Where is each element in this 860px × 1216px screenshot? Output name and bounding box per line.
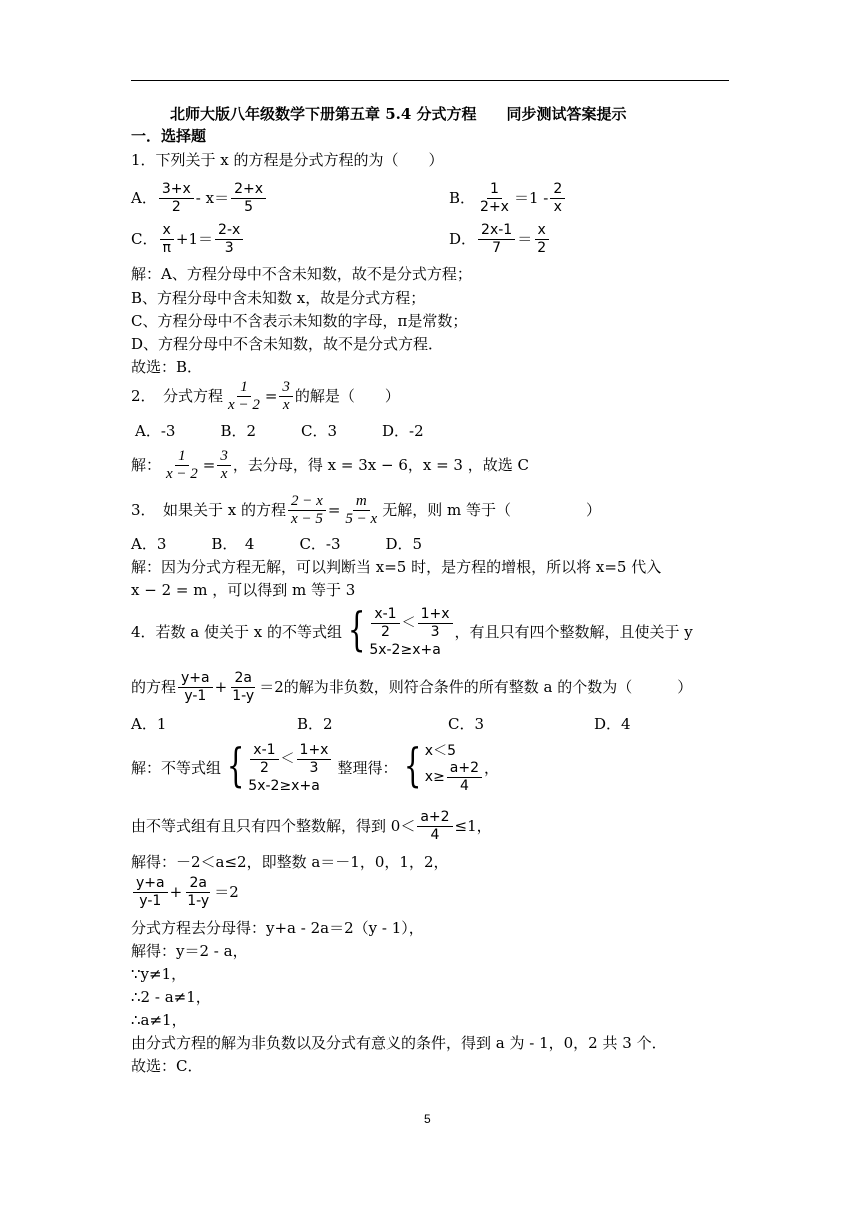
q4-solution-line: 解得：y＝2 - a， [131, 942, 248, 960]
q3-solution-line: 解：因为分式方程无解，可以判断当 x=5 时，是方程的增根，所以将 x=5 代入 [131, 558, 662, 576]
q1-option-d: D． $\frac{2x-1}{7}$ ＝ $\frac{x}{2}$ [449, 219, 551, 259]
page-title: 北师大版八年级数学下册第五章 5.4 分式方程 同步测试答案提示 [170, 105, 627, 123]
q1-answer: 故选：B． [131, 358, 203, 376]
inequality-system: { $\frac{x-1}{2}$ ＜ $\frac{1+x}{3}$ 5x-2≥x+a [221, 742, 333, 795]
q4-answer: 故选：C． [131, 1057, 203, 1075]
q4-solution-equation: $\frac{y+a}{y-1}$ + $\frac{2a}{1-y}$ ＝2 [131, 872, 239, 912]
fraction: $\frac{2a}{1-y}$ [187, 874, 210, 909]
inequality-system: { $\frac{x-1}{2}$ ＜ $\frac{1+x}{3}$ 5x-2≥x+a [342, 606, 454, 659]
fraction: $\frac{2 - x}{x - 5}$ [288, 493, 326, 528]
q2-options: A．-3 B．2 C．3 D．-2 [135, 422, 424, 440]
section-heading: 一．选择题 [131, 127, 207, 145]
q4-option-a: A．1 [131, 715, 167, 733]
q3-options: A．3 B． 4 C．-3 D．5 [131, 535, 423, 553]
fraction: $\frac{3}{x}$ [279, 379, 293, 414]
fraction: $\frac{2+x}{5}$ [231, 181, 266, 216]
q4-solution-line: 解得：－2＜a≤2，即整数 a＝－1，0，1，2， [131, 853, 449, 871]
brace-icon: { [226, 737, 245, 792]
q4-stem: 4．若数 a 使关于 x 的不等式组 { $\frac{x-1}{2}$ ＜ $\frac{1+x}{3}$ 5x-2≥x+a ，有且只有四个整数解，且使关于 y [131, 601, 693, 658]
page-number: 5 [424, 1112, 431, 1126]
q4-option-b: B．2 [297, 715, 333, 733]
q1-option-c: C． $\frac{x}{\pi}$ +1＝ $\frac{2-x}{3}$ [131, 219, 245, 259]
fraction: $\frac{x}{2}$ [534, 222, 549, 257]
q1-solution-line: 解：A、方程分母中不含未知数，故不是分式方程； [131, 265, 472, 283]
fraction: $\frac{1}{2+x}$ [480, 180, 509, 215]
fraction: $\frac{y+a}{y-1}$ [178, 670, 213, 705]
fraction: $\frac{2x-1}{7}$ [478, 222, 515, 257]
fraction: $\frac{2-x}{3}$ [215, 222, 243, 257]
q4-solution-line: 由不等式组有且只有四个整数解，得到 0＜ $\frac{a+2}{4}$ ≤1， [131, 808, 492, 843]
q4-option-d: D．4 [594, 715, 631, 733]
q3-stem: 3． 如果关于 x 的方程 $\frac{2 - x}{x - 5}$ = $\frac{m}{5 - x}$ 无解，则 m 等于（ ） [131, 492, 601, 527]
q2-stem: 2． 分式方程 $\frac{1}{x - 2}$ = $\frac{3}{x}$ 的解是（ ） [131, 378, 400, 413]
fraction: $\frac{m}{5 - x}$ [345, 492, 378, 527]
fraction: $\frac{x}{\pi}$ [159, 222, 173, 257]
fraction: $\frac{1}{x - 2}$ [166, 447, 198, 482]
q4-solution-line: 由分式方程的解为非负数以及分式有意义的条件，得到 a 为 - 1，0，2 共 3 个． [131, 1034, 667, 1052]
fraction: $\frac{1}{x - 2}$ [228, 378, 260, 413]
q1-option-a: A． $\frac{3+x}{2}$ - x＝ $\frac{2+x}{5}$ [131, 178, 268, 218]
fraction: $\frac{3}{x}$ [217, 448, 231, 483]
fraction: $\frac{2}{x}$ [550, 181, 565, 216]
q4-stem-cont: 的方程 $\frac{y+a}{y-1}$ + $\frac{2a}{1-y}$ ＝2 的解为非负数，则符合条件的所有整数 a 的个数为（ ） [131, 669, 693, 704]
q1-option-b: B． $\frac{1}{2+x}$ ＝1 - $\frac{2}{x}$ [449, 178, 567, 218]
brace-icon: { [347, 601, 366, 656]
fraction: $\frac{3+x}{2}$ [159, 181, 194, 216]
q4-option-c: C．3 [448, 715, 485, 733]
q4-solution-line: ∵y≠1， [131, 965, 187, 983]
fraction: $\frac{y+a}{y-1}$ [133, 875, 168, 910]
q1-stem: 1．下列关于 x 的方程是分式方程的为（ ） [131, 151, 444, 169]
q4-solution-line: 分式方程去分母得：y+a - 2a＝2（y - 1）， [131, 919, 424, 937]
fraction: $\frac{2a}{1-y}$ [232, 669, 255, 704]
result-system: { x＜5 x≥ $\frac{a+2}{4}$ [398, 742, 485, 795]
q4-solution-system: 解：不等式组 { $\frac{x-1}{2}$ ＜ $\frac{1+x}{3}$ 5x-2≥x+a 整理得： { x＜5 x≥ $\frac{a+2}{4}$ ， [131, 737, 500, 794]
q1-solution-line: B、方程分母中含未知数 x，故是分式方程； [131, 289, 426, 307]
q3-solution-line: x − 2 = m ，可以得到 m 等于 3 [131, 581, 356, 599]
q4-solution-line: ∴a≠1， [131, 1011, 187, 1029]
fraction: $\frac{a+2}{4}$ [417, 809, 452, 844]
q1-solution-line: D、方程分母中不含未知数，故不是分式方程． [131, 335, 444, 353]
q4-solution-line: ∴2 - a≠1， [131, 988, 211, 1006]
q2-solution: 解： $\frac{1}{x - 2}$ = $\frac{3}{x}$ ，去分母，得 x = 3x − 6，x = 3 ，故选 C [131, 447, 529, 482]
header-rule [131, 80, 729, 81]
q1-solution-line: C、方程分母中不含表示未知数的字母，π是常数； [131, 312, 468, 330]
brace-icon: { [403, 737, 421, 792]
